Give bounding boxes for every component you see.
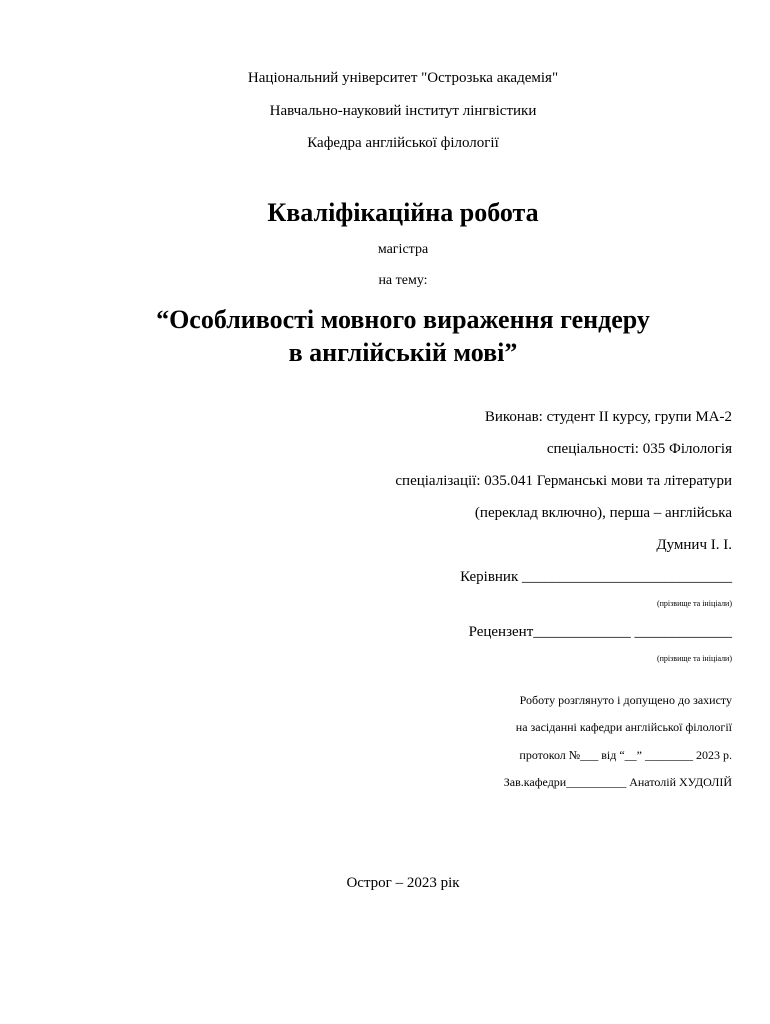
supervisor-hint: (прізвище та ініціали) [656,599,732,608]
degree-label: магістра [377,242,429,257]
author-specialization: спеціалізації: 035.041 Германські мови та літератури [395,473,732,489]
approval-line-1: Роботу розглянуто і допущено до захисту [519,693,732,707]
author-speciality: спеціальності: 035 Філологія [546,441,732,457]
topic-line-2: в англійській мові” [288,338,518,367]
supervisor-line: Керівник ____________________________ [460,569,732,585]
on-topic-label: на тему: [378,273,428,288]
reviewer-line: Рецензент_____________ _____________ [468,624,732,640]
approval-protocol: протокол №___ від “__” ________ 2023 р. [519,748,732,762]
institute-name: Навчально-науковий інститут лінгвістики [269,103,537,119]
department-name: Кафедра англійської філології [307,135,499,151]
author-performed-by: Виконав: студент ІІ курсу, групи МА-2 [484,409,732,425]
reviewer-hint: (прізвище та ініціали) [656,654,732,663]
work-title: Кваліфікаційна робота [267,198,539,227]
author-name: Думнич І. І. [656,537,732,553]
topic-line-1: “Особливості мовного вираження гендеру [156,305,650,334]
approval-head-of-department: Зав.кафедри__________ Анатолій ХУДОЛІЙ [503,775,732,789]
author-specialization-continued: (переклад включно), перша – англійська [474,505,732,521]
university-name: Національний університет "Острозька академія" [247,70,559,86]
place-and-year: Острог – 2023 рік [346,875,460,891]
approval-line-2: на засіданні кафедри англійської філології [515,720,732,734]
